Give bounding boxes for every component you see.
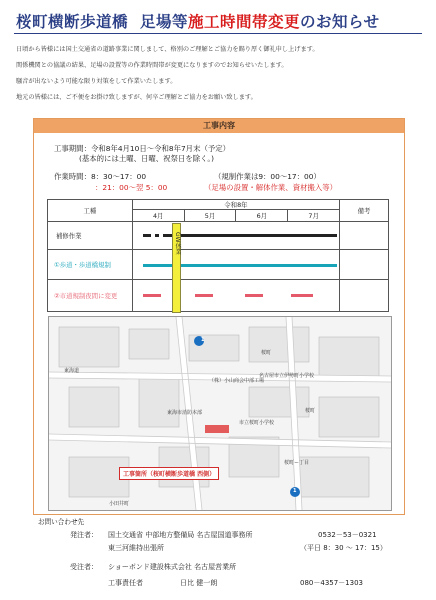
gantt-row-sidewalk — [132, 250, 339, 280]
col-year-header: 令和8年 — [132, 200, 339, 210]
map-label: 東海道 — [64, 368, 80, 374]
period-note: (基本的には土曜、日曜、祝祭日を除く。) — [79, 154, 214, 163]
gantt-row-repair — [132, 222, 339, 250]
night-note: （足場の設置・解体作業、資材搬入等） — [204, 183, 338, 192]
orderer-branch: 東三河維持出張所 — [108, 544, 164, 552]
page-title — [16, 10, 380, 32]
title-notice-b: のお知らせ — [300, 13, 380, 31]
night-hours: ：21：00～翌 5：00 — [95, 183, 168, 192]
intro-line-3: 騒音が出ないよう可能な限り対策をして作業いたします。 — [16, 78, 177, 85]
map-label: 桜町 — [261, 350, 272, 356]
orderer-label: 発注者： — [70, 531, 98, 539]
manager-label: 工事責任者 — [108, 579, 143, 587]
schedule-table — [47, 199, 389, 312]
orderer-hours: （平日 8：30 ～ 17：15） — [300, 544, 387, 552]
map-label: 市立桜町小学校 — [239, 420, 275, 426]
map-label: 名古屋市立伊勢町小学校 — [259, 373, 315, 379]
intro-line-4: 地元の皆様には、ご不便をお掛け致しますが、何卒ご理解とご協力をお願い致します。 — [16, 94, 257, 101]
manager-phone: 080－4357－1303 — [300, 579, 363, 587]
manager-name: 日比 健一朗 — [180, 579, 218, 587]
construction-site-callout: 工事箇所（桜町横断歩道橋 西側） — [119, 467, 219, 480]
col-type-header: 工種 — [48, 200, 133, 222]
map-label: 桜町 — [305, 408, 316, 414]
construction-panel — [33, 118, 405, 515]
gw-holiday-band — [172, 223, 181, 313]
route-marker-1: 1 — [201, 337, 205, 343]
row-label: ②市道規制夜間に変更 — [48, 280, 133, 312]
orderer-org: 国土交通省 中部地方整備局 名古屋国道事務所 — [108, 531, 253, 539]
row-label: ①歩道・歩道橋規制 — [48, 250, 133, 280]
gantt-bar — [291, 294, 313, 297]
intro-line-1: 日頃から皆様には国土交通省の道路事業に関しまして、格別のご理解とご協力を賜り厚く御礼申し上げます。 — [16, 46, 319, 53]
location-map — [48, 316, 392, 511]
title-notice-a: 足場等 — [140, 13, 189, 31]
month-header: 6月 — [236, 210, 288, 222]
hours-label: 作業時間：8：30～17：00 — [54, 172, 147, 181]
title-highlight: 施工時間帯変更 — [188, 13, 301, 31]
map-label: （株）小山商会中部工場 — [209, 378, 265, 384]
gantt-bar — [155, 234, 159, 237]
map-graphic — [49, 317, 391, 510]
gantt-bar — [143, 234, 151, 237]
row-label: 補修作業 — [48, 222, 133, 250]
contractor-label: 受注者： — [70, 563, 98, 571]
month-header: 7月 — [288, 210, 340, 222]
period-label: 工事期間：令和8年4月10日～令和8年7月末（予定） — [54, 144, 231, 153]
route-marker-2: 1 — [293, 488, 297, 494]
title-main: 桜町横断歩道橋 — [16, 13, 129, 31]
contact-heading: お問い合わせ先 — [38, 518, 85, 526]
gantt-bar — [245, 294, 263, 297]
month-header: 5月 — [184, 210, 236, 222]
orderer-phone: 0532－53－0321 — [318, 531, 377, 539]
gw-label: GW休業 — [174, 232, 181, 255]
gantt-bar — [163, 234, 337, 237]
map-label: 小田井町 — [109, 501, 130, 507]
panel-heading: 工事内容 — [34, 119, 404, 133]
map-label: 東海市消防本部 — [167, 410, 203, 416]
map-label: 桜町ー丁目 — [284, 460, 310, 466]
gantt-bar — [195, 294, 213, 297]
gantt-bar — [143, 294, 161, 297]
gantt-row-night — [132, 280, 339, 312]
col-notes-header: 備考 — [340, 200, 389, 222]
intro-line-2: 関係機関との協議の結果、足場の設置等の作業時間帯が変更になりますのでお知らせいたします。 — [16, 62, 288, 69]
month-header: 4月 — [132, 210, 184, 222]
hours-note: （規制作業は9：00～17：00） — [214, 172, 321, 181]
title-divider — [14, 33, 422, 34]
contractor-org: ショーボンド建設株式会社 名古屋営業所 — [108, 563, 237, 571]
